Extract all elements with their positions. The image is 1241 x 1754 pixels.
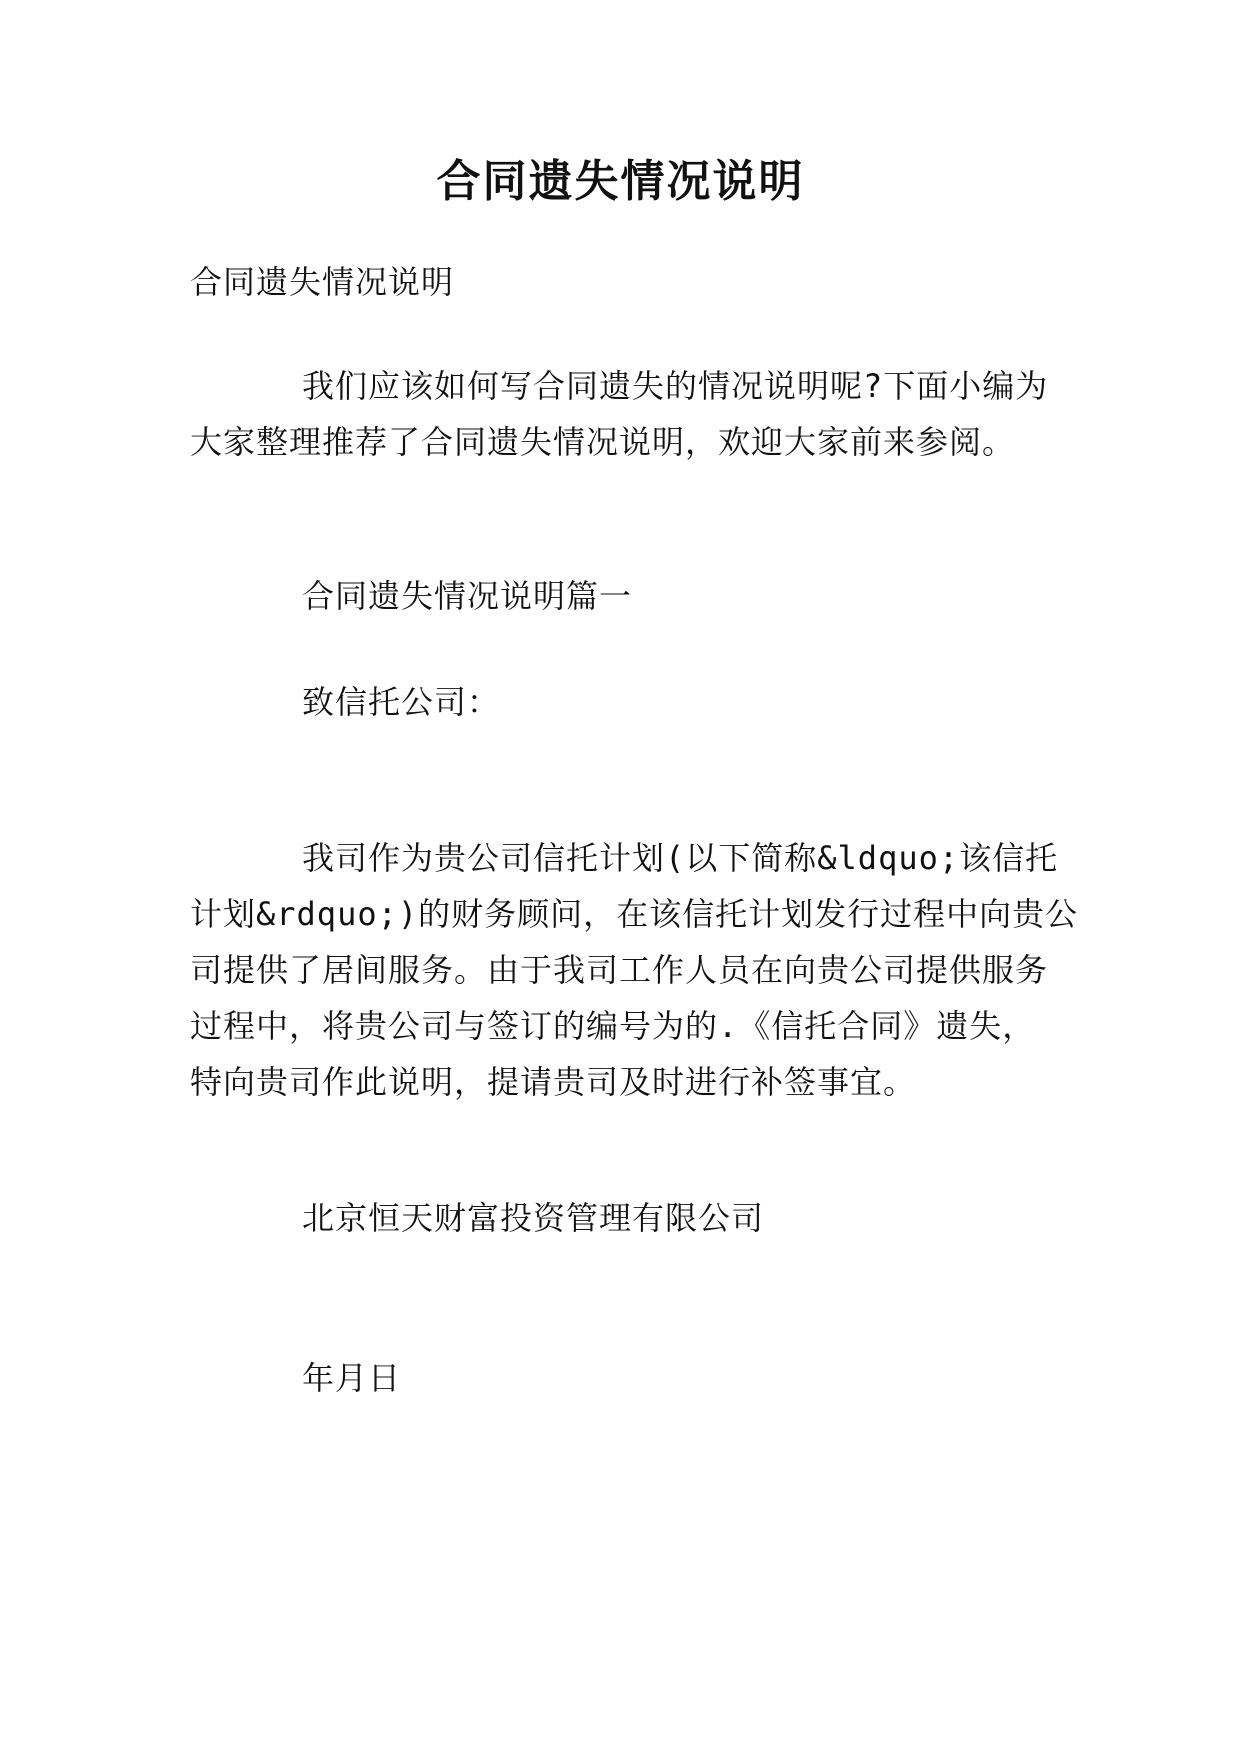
section-heading: 合同遗失情况说明篇一	[302, 577, 633, 615]
body-line-5: 特向贵司作此说明，提请贵司及时进行补签事宜。	[190, 1063, 917, 1101]
document-title: 合同遗失情况说明	[436, 156, 805, 207]
signature-date: 年月日	[302, 1359, 402, 1397]
body-line-3: 司提供了居间服务。由于我司工作人员在向贵公司提供服务	[190, 951, 1049, 989]
body-line-1: 我司作为贵公司信托计划(以下简称&ldquo;该信托	[302, 839, 1059, 877]
body-line-2: 计划&rdquo;)的财务顾问，在该信托计划发行过程中向贵公	[190, 895, 1079, 933]
signature-company: 北京恒天财富投资管理有限公司	[302, 1199, 765, 1237]
body-line-4: 过程中，将贵公司与签订的编号为的.《信托合同》遗失，	[190, 1007, 1036, 1045]
intro-line-1: 我们应该如何写合同遗失的情况说明呢?下面小编为	[302, 367, 1049, 405]
document-subtitle: 合同遗失情况说明	[190, 263, 455, 301]
salutation: 致信托公司：	[302, 683, 501, 721]
intro-line-2: 大家整理推荐了合同遗失情况说明，欢迎大家前来参阅。	[190, 423, 1016, 461]
